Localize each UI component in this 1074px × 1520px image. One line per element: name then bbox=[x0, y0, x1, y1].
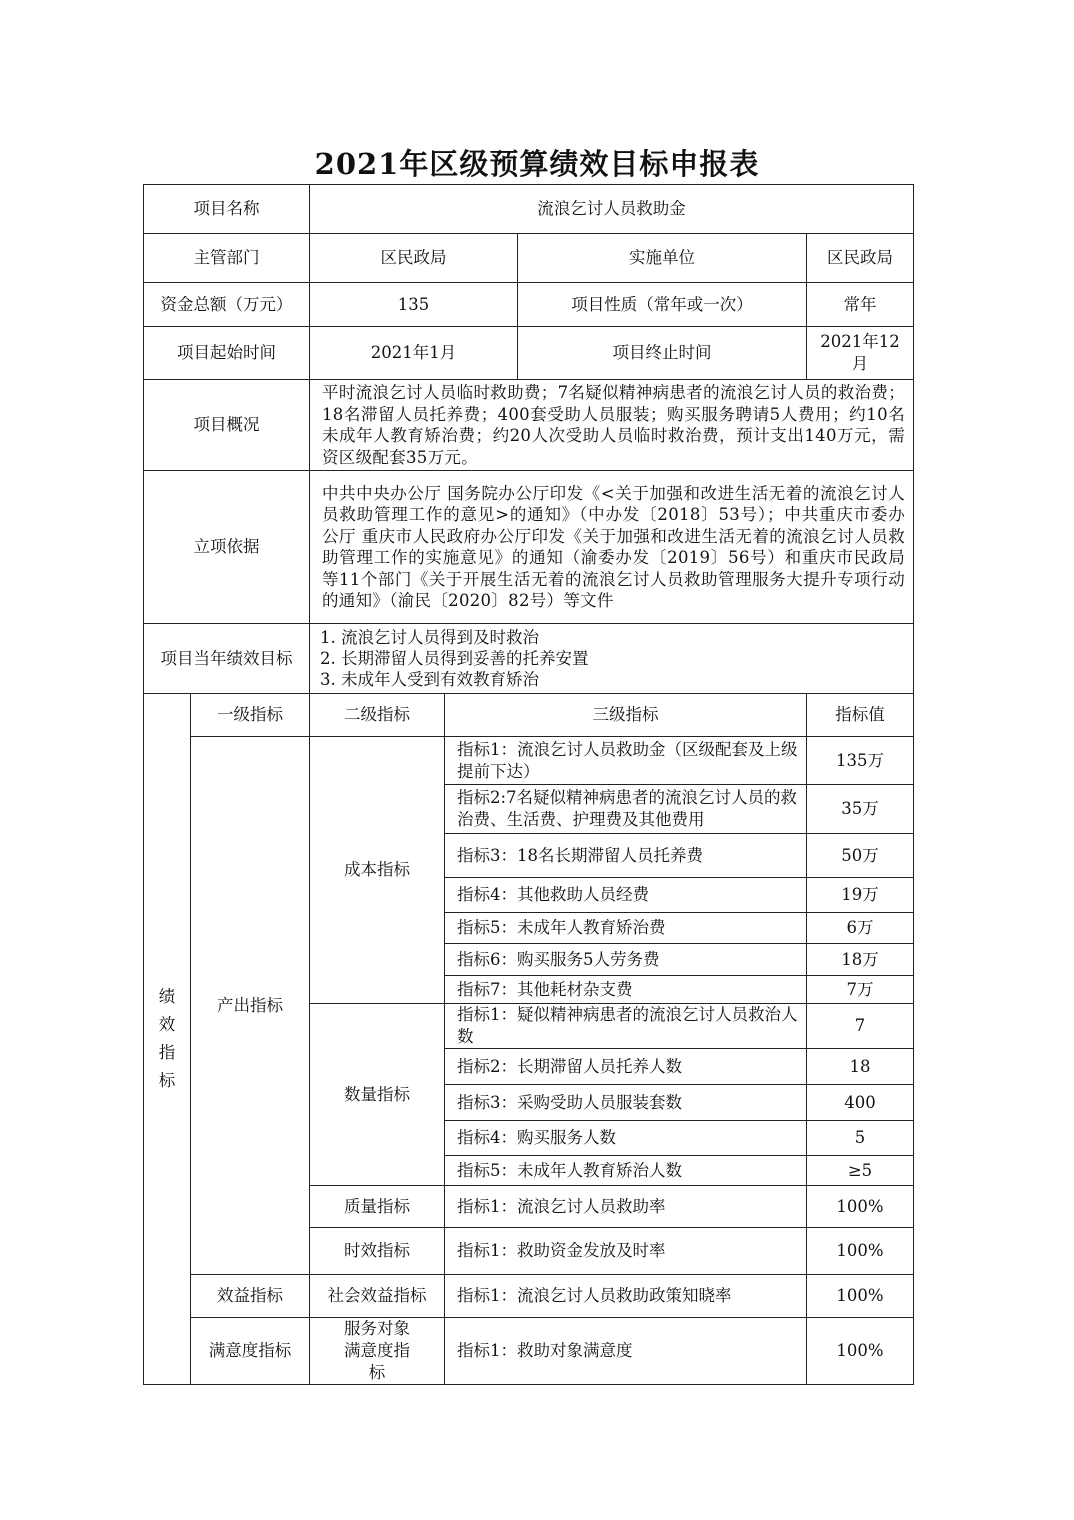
row-funds bbox=[144, 283, 914, 327]
satisfaction-item-name: 指标1：救助对象满意度 bbox=[445, 1318, 807, 1385]
goal-item: 2. 长期滞留人员得到妥善的托养安置 bbox=[320, 649, 589, 668]
quantity-item-name: 指标4：购买服务人数 bbox=[445, 1121, 807, 1156]
cost-indicator-label: 成本指标 bbox=[310, 737, 445, 1004]
timeliness-item-name: 指标1：救助资金发放及时率 bbox=[445, 1228, 807, 1275]
dept-label: 主管部门 bbox=[144, 234, 310, 283]
quantity-item-value: 400 bbox=[807, 1085, 914, 1121]
cost-item-value: 7万 bbox=[807, 976, 914, 1004]
basis-text: 中共中央办公厅 国务院办公厅印发《<关于加强和改进生活无着的流浪乞讨人员救助管理工作的意见>的通知》（中办发〔2018〕53号）；中共重庆市委办公厅 重庆市人民政府办公厅印发《关于加强和改进生活无着的流浪乞讨人员救助管理工作的实施意见》的通知（渝委办发〔2019〕56号）和重庆市民政局等11个部门《关于开展生活无着的流浪乞讨人员救助管理服务大提升专项行动的通知》（渝民〔2020〕82号）等文件 bbox=[310, 471, 914, 624]
page-title: 2021年区级预算绩效目标申报表 bbox=[314, 147, 760, 181]
quality-indicator-label: 质量指标 bbox=[310, 1186, 445, 1228]
overview-label: 项目概况 bbox=[144, 380, 310, 471]
col-level3: 三级指标 bbox=[445, 694, 807, 737]
quantity-item-name: 指标3：采购受助人员服装套数 bbox=[445, 1085, 807, 1121]
quantity-item-name: 指标5：未成年人教育矫治人数 bbox=[445, 1156, 807, 1186]
performance-section-label: 绩 效 指 标 bbox=[144, 694, 191, 1385]
row-project-name bbox=[144, 185, 914, 234]
nature-value: 常年 bbox=[807, 283, 914, 327]
cost-item-value: 18万 bbox=[807, 944, 914, 976]
cost-item-value: 6万 bbox=[807, 913, 914, 944]
cost-item-value: 19万 bbox=[807, 878, 914, 913]
timeliness-indicator-label: 时效指标 bbox=[310, 1228, 445, 1275]
row-department bbox=[144, 234, 914, 283]
cost-item-name: 指标4：其他救助人员经费 bbox=[445, 878, 807, 913]
funds-value: 135 bbox=[310, 283, 518, 327]
col-level2: 二级指标 bbox=[310, 694, 445, 737]
quantity-item-name: 指标2：长期滞留人员托养人数 bbox=[445, 1049, 807, 1085]
timeliness-item-value: 100% bbox=[807, 1228, 914, 1275]
social-indicator-label: 社会效益指标 bbox=[310, 1275, 445, 1318]
start-label: 项目起始时间 bbox=[144, 327, 310, 380]
impl-value: 区民政局 bbox=[807, 234, 914, 283]
row-basis bbox=[144, 471, 914, 624]
cost-item-value: 35万 bbox=[807, 785, 914, 834]
cost-item-name: 指标6：购买服务5人劳务费 bbox=[445, 944, 807, 976]
cost-item-value: 50万 bbox=[807, 834, 914, 878]
impl-label: 实施单位 bbox=[518, 234, 807, 283]
satisfaction-item-value: 100% bbox=[807, 1318, 914, 1385]
funds-label: 资金总额（万元） bbox=[144, 283, 310, 327]
table-row bbox=[144, 1275, 914, 1318]
satisfaction-indicator-label: 满意度指标 bbox=[191, 1318, 310, 1385]
output-indicator-label: 产出指标 bbox=[191, 737, 310, 1275]
row-overview bbox=[144, 380, 914, 471]
nature-label: 项目性质（常年或一次） bbox=[518, 283, 807, 327]
row-goals bbox=[144, 624, 914, 694]
goals-list bbox=[310, 624, 914, 694]
end-label: 项目终止时间 bbox=[518, 327, 807, 380]
benefit-indicator-label: 效益指标 bbox=[191, 1275, 310, 1318]
dept-value: 区民政局 bbox=[310, 234, 518, 283]
quality-item-name: 指标1：流浪乞讨人员救助率 bbox=[445, 1186, 807, 1228]
cost-item-name: 指标3：18名长期滞留人员托养费 bbox=[445, 834, 807, 878]
social-item-value: 100% bbox=[807, 1275, 914, 1318]
row-period bbox=[144, 327, 914, 380]
cost-item-name: 指标7：其他耗材杂支费 bbox=[445, 976, 807, 1004]
row-indicator-header bbox=[144, 694, 914, 737]
quality-item-value: 100% bbox=[807, 1186, 914, 1228]
service-satisfaction-label: 服务对象满意度指标 bbox=[310, 1318, 445, 1385]
project-name-label: 项目名称 bbox=[144, 185, 310, 234]
social-item-name: 指标1：流浪乞讨人员救助政策知晓率 bbox=[445, 1275, 807, 1318]
cost-item-name: 指标5：未成年人教育矫治费 bbox=[445, 913, 807, 944]
end-value: 2021年12月 bbox=[807, 327, 914, 380]
table-row bbox=[144, 1318, 914, 1385]
project-name-value: 流浪乞讨人员救助金 bbox=[310, 185, 914, 234]
quantity-item-value: ≥5 bbox=[807, 1156, 914, 1186]
quantity-item-value: 18 bbox=[807, 1049, 914, 1085]
quantity-indicator-label: 数量指标 bbox=[310, 1004, 445, 1186]
budget-performance-table bbox=[143, 184, 914, 1385]
cost-item-name: 指标1：流浪乞讨人员救助金（区级配套及上级提前下达） bbox=[445, 737, 807, 785]
overview-text: 平时流浪乞讨人员临时救助费；7名疑似精神病患者的流浪乞讨人员的救治费；18名滞留人员托养费；400套受助人员服装；购买服务聘请5人费用；约10名未成年人教育矫治费；约20人次受助人员临时救治费，预计支出140万元，需资区级配套35万元。 bbox=[310, 380, 914, 471]
quantity-item-value: 7 bbox=[807, 1004, 914, 1049]
quantity-item-name: 指标1：疑似精神病患者的流浪乞讨人员救治人数 bbox=[445, 1004, 807, 1049]
goal-item: 3. 未成年人受到有效教育矫治 bbox=[320, 670, 539, 689]
col-value: 指标值 bbox=[807, 694, 914, 737]
cost-item-name: 指标2:7名疑似精神病患者的流浪乞讨人员的救治费、生活费、护理费及其他费用 bbox=[445, 785, 807, 834]
goal-item: 1. 流浪乞讨人员得到及时救治 bbox=[320, 628, 539, 647]
col-level1: 一级指标 bbox=[191, 694, 310, 737]
start-value: 2021年1月 bbox=[310, 327, 518, 380]
basis-label: 立项依据 bbox=[144, 471, 310, 624]
cost-item-value: 135万 bbox=[807, 737, 914, 785]
table-row bbox=[144, 737, 914, 785]
quantity-item-value: 5 bbox=[807, 1121, 914, 1156]
goals-label: 项目当年绩效目标 bbox=[144, 624, 310, 694]
